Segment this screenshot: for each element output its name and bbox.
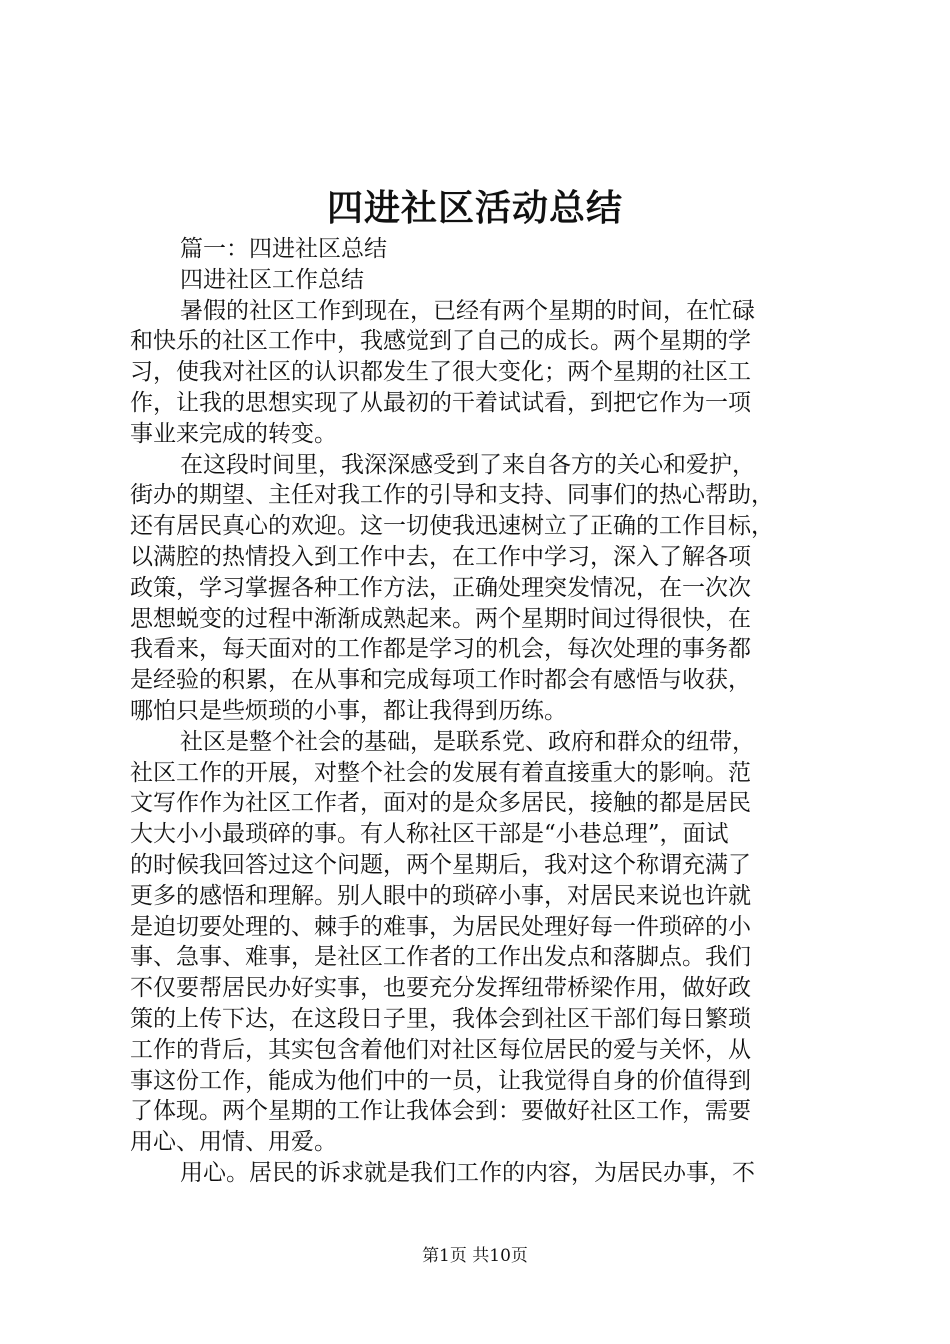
page-footer: 第1页 共10页 bbox=[422, 1246, 528, 1266]
body-line: 政策，学习掌握各种工作方法，正确处理突发情况，在一次次 bbox=[130, 574, 751, 601]
document-body bbox=[130, 234, 830, 1189]
body-line: 事、急事、难事，是社区工作者的工作出发点和落脚点。我们 bbox=[130, 944, 751, 971]
body-line: 以满腔的热情投入到工作中去，在工作中学习，深入了解各项 bbox=[130, 543, 751, 570]
body-line: 社区是整个社会的基础，是联系党、政府和群众的纽带， bbox=[180, 728, 755, 755]
body-line: 哪怕只是些烦琐的小事，都让我得到历练。 bbox=[130, 697, 567, 724]
body-line: 是迫切要处理的、棘手的难事，为居民处理好每一件琐碎的小 bbox=[130, 913, 751, 940]
body-line: 习，使我对社区的认识都发生了很大变化；两个星期的社区工 bbox=[130, 359, 751, 386]
body-line: 事这份工作，能成为他们中的一员，让我觉得自身的价值得到 bbox=[130, 1067, 751, 1094]
body-line: 和快乐的社区工作中，我感觉到了自己的成长。两个星期的学 bbox=[130, 328, 751, 355]
body-line: 是经验的积累，在从事和完成每项工作时都会有感悟与收获， bbox=[130, 667, 751, 694]
body-line: 思想蜕变的过程中渐渐成熟起来。两个星期时间过得很快，在 bbox=[130, 605, 751, 632]
body-line: 篇一：四进社区总结 bbox=[180, 236, 387, 262]
body-line: 四进社区工作总结 bbox=[180, 266, 364, 293]
body-line: 用心、用情、用爱。 bbox=[130, 1129, 337, 1156]
body-line: 事业来完成的转变。 bbox=[130, 420, 337, 447]
body-line: 用心。居民的诉求就是我们工作的内容，为居民办事，不 bbox=[180, 1159, 755, 1186]
body-line: 在这段时间里，我深深感受到了来自各方的关心和爱护， bbox=[180, 451, 755, 478]
body-line: 工作的背后，其实包含着他们对社区每位居民的爱与关怀，从 bbox=[130, 1036, 751, 1063]
body-line: 策的上传下达，在这段日子里，我体会到社区干部们每日繁琐 bbox=[130, 1005, 751, 1032]
body-line: 了体现。两个星期的工作让我体会到：要做好社区工作，需要 bbox=[130, 1098, 751, 1125]
document-title: 四进社区活动总结 bbox=[326, 187, 623, 229]
body-line: 我看来，每天面对的工作都是学习的机会，每次处理的事务都 bbox=[130, 636, 751, 663]
body-line: 不仅要帮居民办好实事，也要充分发挥纽带桥梁作用，做好政 bbox=[130, 975, 751, 1002]
body-line: 的时候我回答过这个问题，两个星期后，我对这个称谓充满了 bbox=[130, 851, 751, 878]
body-line: 作，让我的思想实现了从最初的干着试试看，到把它作为一项 bbox=[130, 389, 751, 416]
body-line: 更多的感悟和理解。别人眼中的琐碎小事，对居民来说也许就 bbox=[130, 882, 751, 909]
body-line: 还有居民真心的欢迎。这一切使我迅速树立了正确的工作目标， bbox=[130, 513, 774, 540]
body-line: 街办的期望、主任对我工作的引导和支持、同事们的热心帮助， bbox=[130, 482, 774, 509]
body-line: 暑假的社区工作到现在，已经有两个星期的时间，在忙碌 bbox=[180, 297, 755, 324]
body-line: 社区工作的开展，对整个社会的发展有着直接重大的影响。范 bbox=[130, 759, 751, 786]
body-line: 文写作作为社区工作者，面对的是众多居民，接触的都是居民 bbox=[130, 790, 751, 817]
body-line: 大大小小最琐碎的事。有人称社区干部是“小巷总理”，面试 bbox=[130, 821, 729, 848]
